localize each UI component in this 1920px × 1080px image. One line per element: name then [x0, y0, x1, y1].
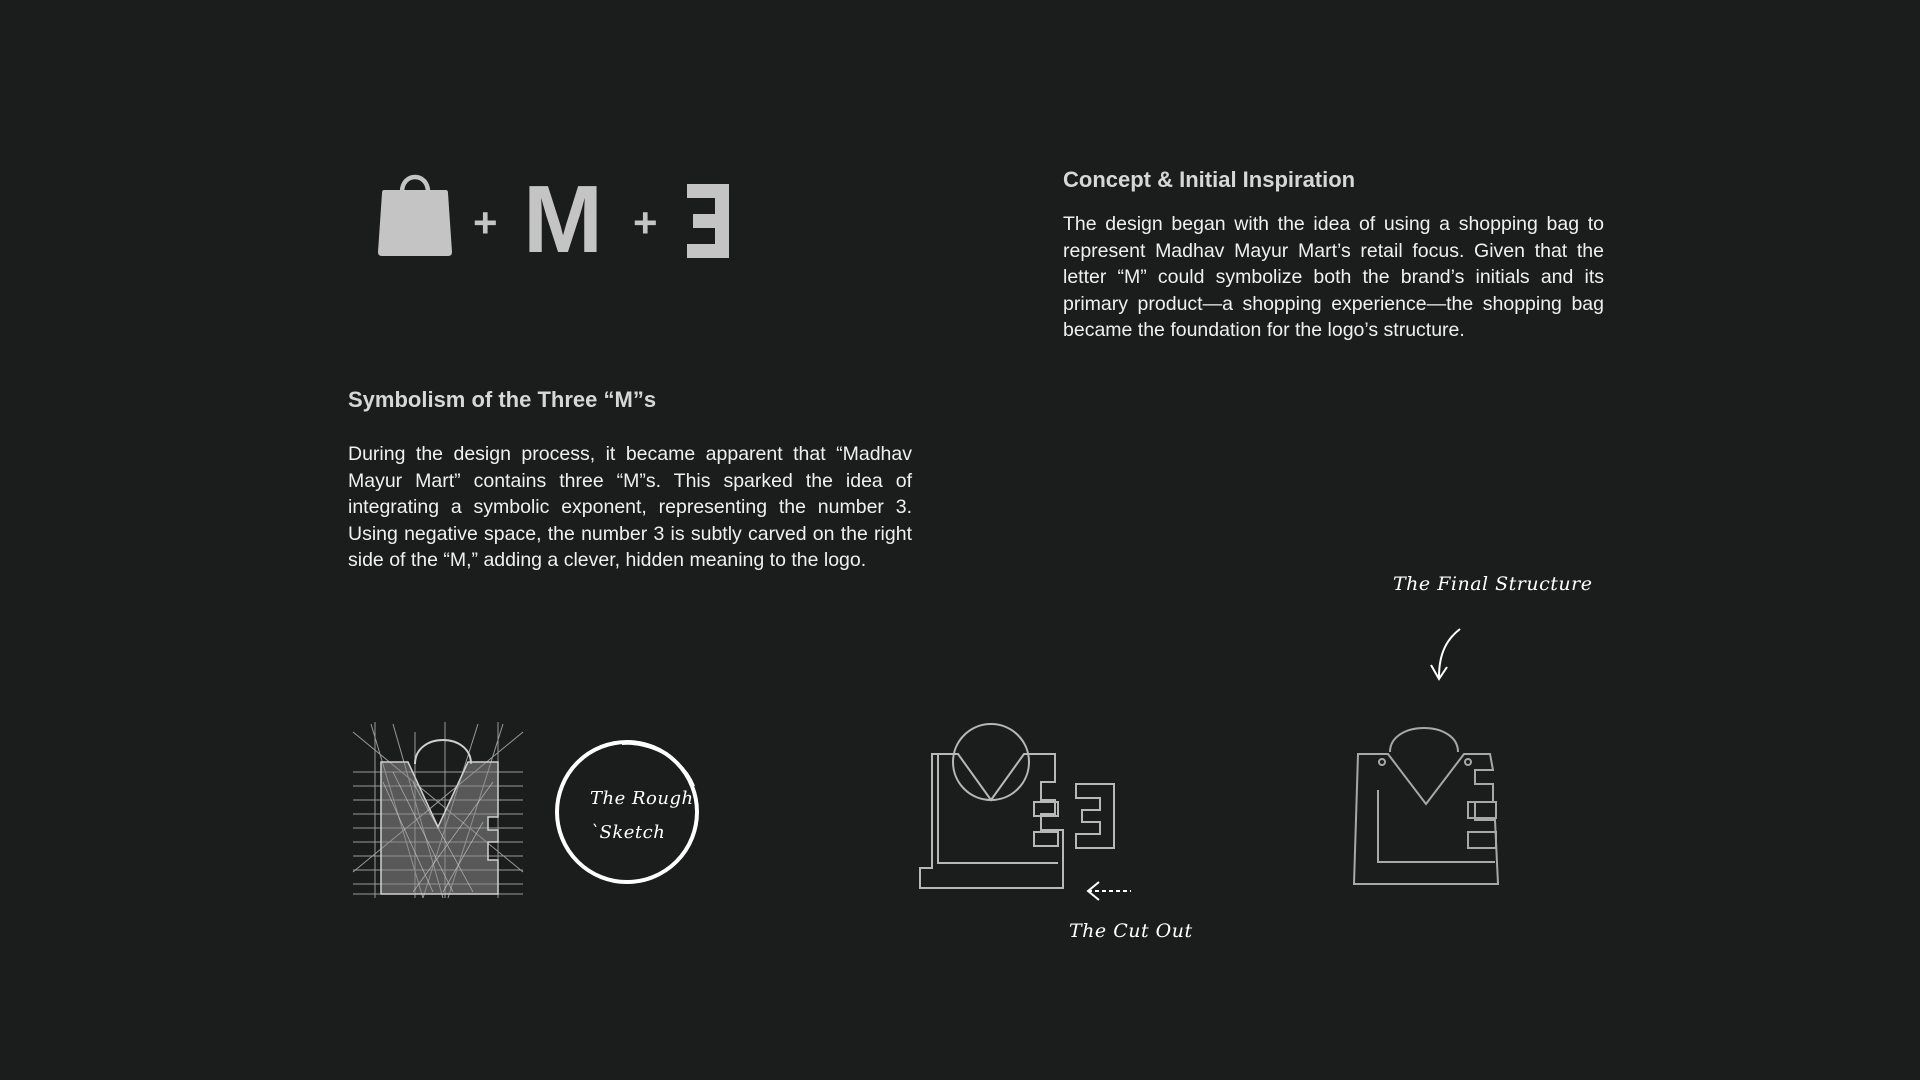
cut-out-label: The Cut Out	[1069, 920, 1193, 942]
plus-sign: +	[473, 199, 498, 246]
cut-out-illustration	[918, 718, 1148, 888]
plus-sign-2: +	[633, 199, 658, 246]
final-structure-illustration	[1350, 712, 1510, 892]
logo-equation	[375, 166, 735, 273]
letter-m: M	[523, 166, 601, 273]
rough-sketch-label: The Rough `Sketch	[590, 788, 694, 843]
arrow-down-icon	[1425, 625, 1465, 685]
number-three-icon	[687, 184, 729, 258]
concept-paragraph: The design began with the idea of using a shopping bag to represent Madhav Mayur Mart’s retail focus. Given that the letter “M” could symbolize both the brand’s initials and its primary product—a shopping experience—the shopping bag became the foundation for the logo’s structure.	[1063, 213, 1604, 341]
arrow-left-icon	[1085, 880, 1135, 902]
shopping-bag-icon	[375, 166, 455, 258]
concept-heading: Concept & Initial Inspiration	[1063, 167, 1356, 192]
symbolism-heading: Symbolism of the Three “M”s	[348, 387, 657, 412]
final-structure-label: The Final Structure	[1393, 573, 1593, 595]
rough-sketch-illustration	[353, 722, 528, 902]
symbolism-paragraph: During the design process, it became apparent that “Madhav Mayur Mart” contains three “M”s. This sparked the idea of integrating a symbolic exponent, representing the number 3. Using negative space, the number 3 is subtly carved on the right side of the “M,” adding a clever, hidden meaning to the logo.	[348, 443, 912, 571]
